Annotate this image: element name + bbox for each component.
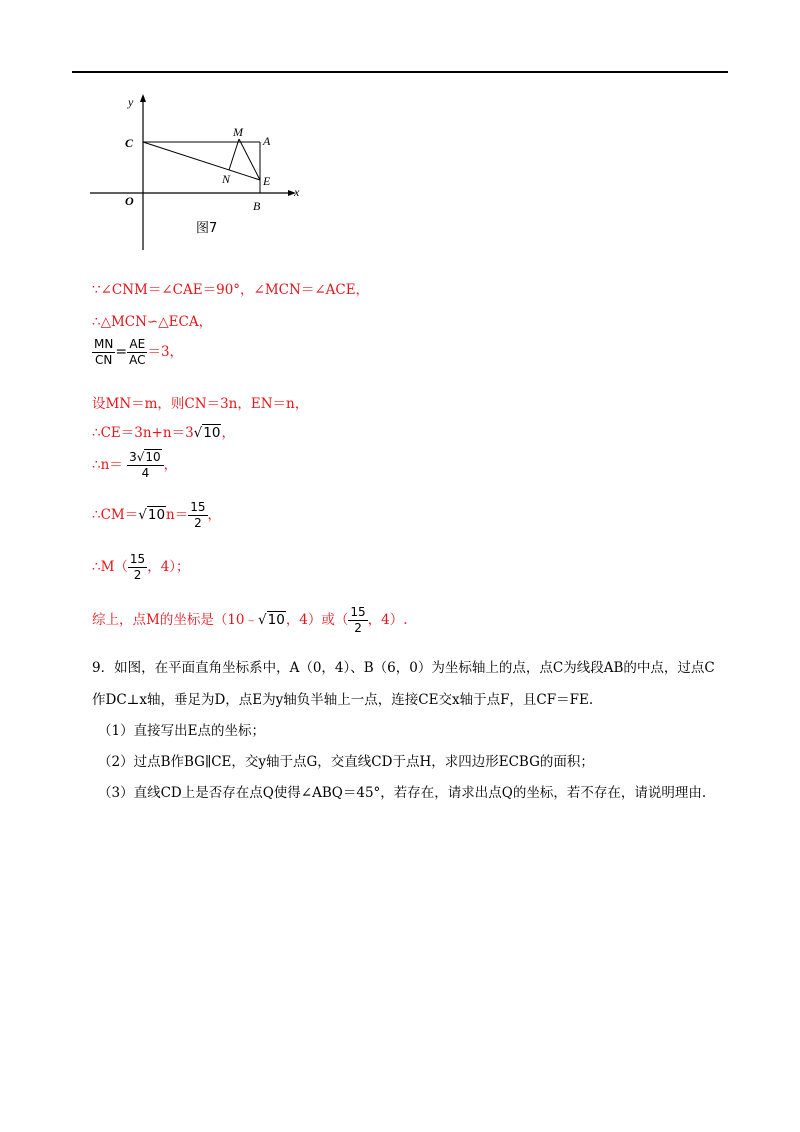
question-9-part-1: （1）直接写出E点的坐标； bbox=[98, 723, 265, 739]
label-x: x bbox=[294, 185, 300, 199]
solution-conclusion: 综上，点M的坐标是（10﹣√10，4）或（ $\frac{15}{2}$ ，4）. bbox=[92, 605, 408, 635]
question-9-part-2: （2）过点B作BG∥CE，交y轴于点G，交直线CD于点H，求四边形ECBG的面积； bbox=[98, 754, 594, 770]
fraction-3sqrt10-4: $\frac{3√10}{4}$ bbox=[127, 450, 164, 481]
sqrt-10: √10 bbox=[138, 507, 166, 523]
fraction-15-2: $\frac{15}{2}$ bbox=[190, 500, 206, 530]
coordinate-figure bbox=[88, 92, 308, 252]
question-9-line-1: 9．如图，在平面直角坐标系中，A（0，4）、B（6，0）为坐标轴上的点，点C为线段AB的中点，过点C bbox=[92, 660, 715, 676]
solution-line-1: ∵∠CNM＝∠CAE＝90°，∠MCN＝∠ACE， bbox=[92, 282, 370, 298]
header-rule bbox=[72, 71, 728, 73]
solution-line-2: ∴△MCN∽△ECA， bbox=[92, 314, 213, 330]
sqrt-10: √10 bbox=[258, 612, 285, 628]
label-M: M bbox=[233, 125, 243, 139]
solution-line-6: ∴n＝ $\frac{3√10}{4}$ ， bbox=[92, 450, 178, 480]
solution-line-3: $\frac{MN}{CN}$ = $\frac{AE}{AC}$ ＝3， bbox=[94, 337, 184, 367]
question-9-line-2: 作DC⊥x轴，垂足为D，点E为y轴负半轴上一点，连接CE交x轴于点F，且CF＝FE. bbox=[92, 692, 594, 708]
question-9-part-3: （3）直线CD上是否存在点Q使得∠ABQ＝45°，若存在，请求出点Q的坐标，若不存在，请说明理由. bbox=[98, 785, 707, 801]
label-E: E bbox=[263, 174, 271, 188]
sqrt-10: √10 bbox=[193, 425, 221, 441]
label-y: y bbox=[128, 95, 134, 109]
fraction-15-2: $\frac{15}{2}$ bbox=[129, 552, 146, 582]
solution-line-5: ∴CE＝3n+n＝3√10， bbox=[92, 425, 235, 441]
figure-caption: 图7 bbox=[196, 221, 218, 236]
label-A: A bbox=[263, 134, 271, 148]
label-B: B bbox=[253, 199, 261, 213]
solution-line-8: ∴M（ $\frac{15}{2}$ ，4）； bbox=[92, 552, 190, 582]
segment-MN bbox=[229, 139, 239, 170]
fraction-15-2: $\frac{15}{2}$ bbox=[350, 605, 366, 635]
label-N: N bbox=[222, 172, 231, 186]
fraction-ae-ac: $\frac{AE}{AC}$ bbox=[129, 337, 146, 367]
solution-line-4: 设MN＝m，则CN＝3n，EN＝n， bbox=[92, 396, 309, 412]
label-C: C bbox=[125, 136, 134, 150]
solution-line-7: ∴CM＝√10n＝ $\frac{15}{2}$ ， bbox=[92, 500, 222, 530]
label-O: O bbox=[125, 194, 134, 208]
segment-CE bbox=[143, 142, 260, 180]
fraction-mn-cn: $\frac{MN}{CN}$ bbox=[94, 337, 114, 367]
y-axis-arrow bbox=[140, 94, 146, 102]
